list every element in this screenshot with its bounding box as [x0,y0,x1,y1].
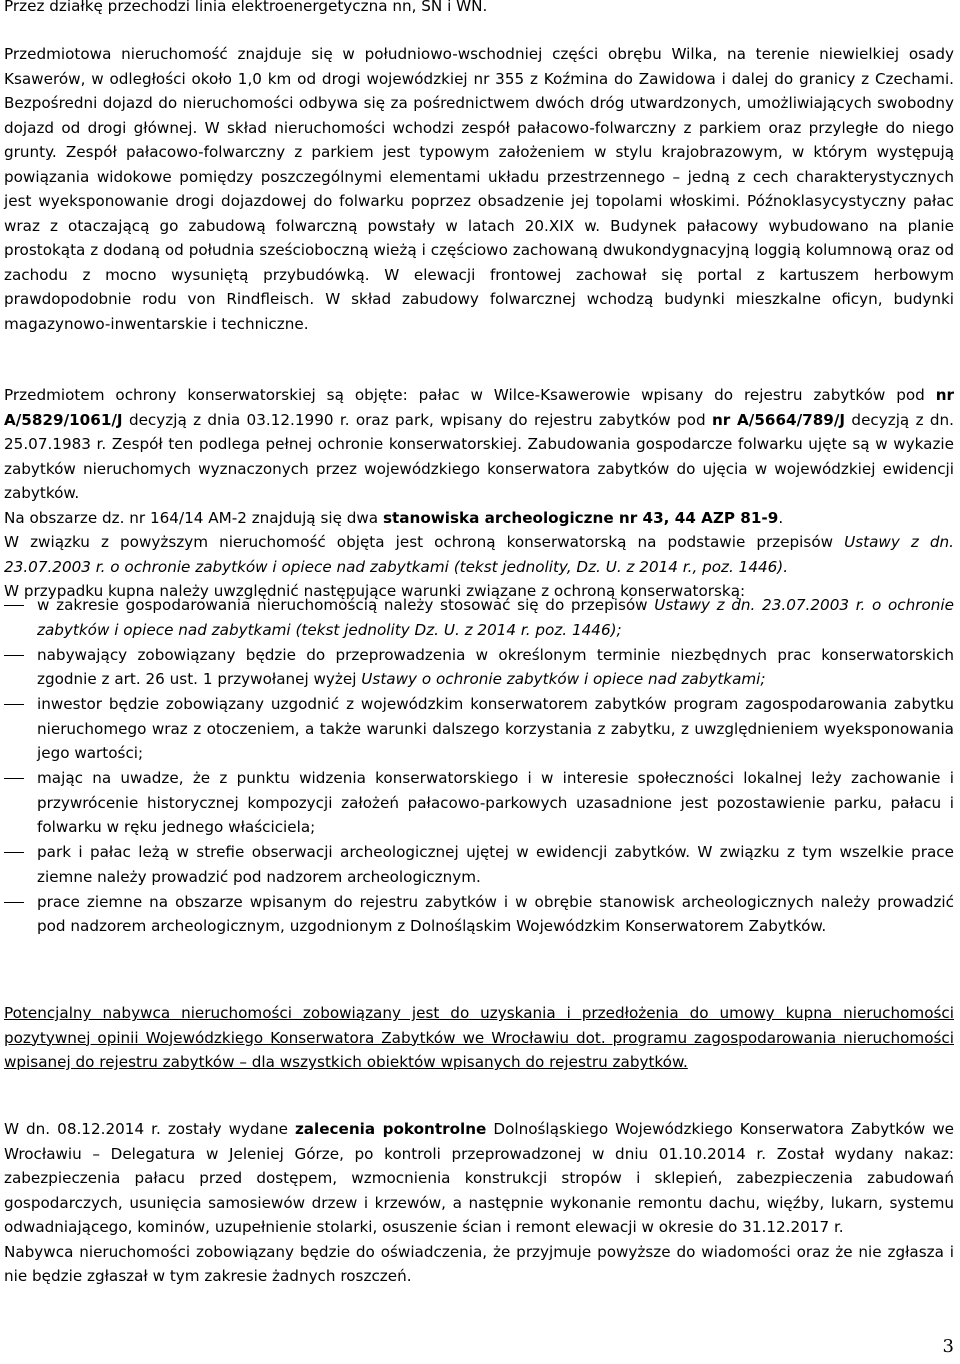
recommendation-bold: zalecenia pokontrolne [294,1120,487,1138]
period: . [778,508,784,527]
conditions-intro: W przypadku kupna należy uwzględnić następujące warunki związane z ochroną konserwatorską: [4,582,746,600]
list-item [4,890,954,939]
register-number-palace: nr A/5829/1061/J [4,386,954,429]
register-number-park: nr A/5664/789/J [711,410,846,429]
ensemble-text: Zespół pałacowo-folwarczny z parkiem jest typowym założeniem w stylu krajobrazowym, w którym występują powiązania widokowe pomiędzy poszczególnymi elementami układu przestrzennego – jedną z cech charakterystycznych jest wyeksponowanie drogi dojazdowej do folwarku poprzez obsadzenie jej topolami włoskimi. [4,143,955,210]
location-text: Przedmiotowa nieruchomość znajduje się w południowo-wschodniej części obrębu Wilka, na terenie niewielkiej osady Ksawerów, w odległości około 1,0 km od drogi wojewódzkiej nr 355 z Koźmina do Zawidowa i dalej do granicy z Czechami. [4,45,954,88]
archaeology-text: Na obszarze dz. nr 164/14 AM-2 znajdują się dwa [4,508,383,527]
list-item-text: nabywający zobowiązany będzie do przeprowadzenia w określonym terminie niezbędnych prac konserwatorskich zgodnie z art. 26 ust. 1 przywołanej wyżej [37,645,954,688]
list-item-text: w zakresie gospodarowania nieruchomością należy stosować się do przepisów [37,596,655,614]
list-item [4,840,954,889]
protection-text: Przedmiotem ochrony konserwatorskiej są objęte: pałac w Wilce-Ksawerowie wpisany do rejestru zabytków pod [4,386,936,404]
act-citation: Ustawy z dn. 23.07.2003 r. o ochronie zabytków i opiece nad zabytkami (tekst jednolity Dz. U. z 2014 r. poz. 1446); [37,596,954,639]
palace-building-text: Budynek pałacowy wybudowano na planie prostokąta z dodaną od południa sześcioboczną wieżą i częściowo zachowaną dwukondygnacyjną loggią kolumnową oraz od zachodu z mocno wysuniętą przybudówką. [4,216,954,284]
recommendation-text: Dolnośląskiego Wojewódzkiego Konserwatora Zabytków we Wrocławiu – Delegatura w Jeleniej Górze, po kontroli przeprowadzonej w dniu 01.10.2014 r. Został wydany nakaz: zabezpieczenia pałacu przed dostępem, wzmocnienia konstrukcji stropów i sklepień, zabezpieczenia zabudowań gospodarczych, usunięcia samosiewów drzew i krzewów, a następnie wykonanie remontu dachu, więźby, lukarn, systemu odwadniającego, kominów, uzupełnienie stolarki, osuszenie ścian i remont elewacji w okresie do 31.12.2017 r. [4,1120,955,1236]
act-citation: Ustawy z dn. 23.07.2003 r. o ochronie zabytków i opiece nad zabytkami (tekst jednolity, Dz. U. z 2014 r., poz. 1446). [4,533,955,576]
page-number: 3 [942,1336,954,1357]
portal-text: W elewacji frontowej zachował się portal z kartuszem herbowym prawdopodobnie rodu von Rindfleisch. [4,265,954,308]
list-item [4,643,954,692]
list-item [4,766,954,840]
list-item-text: mając na uwadze, że z punktu widzenia konserwatorskiego i w interesie społeczności lokalnej leży zachowanie i przywrócenie historycznej kompozycji założeń pałacowo-parkowych uzasadnione jest pozostawienie parku, pałacu i folwarku w ręku jednego właściciela; [37,769,954,836]
archaeology-sites: stanowiska archeologiczne nr 43, 44 AZP 81-9 [382,508,779,527]
recommendation-text: W dn. 08.12.2014 r. zostały wydane [4,1120,295,1138]
power-line-note: Przez działkę przechodzi linia elektroenergetyczna nn, SN i WN. [4,0,488,15]
farm-buildings-text: W skład zabudowy folwarcznej wchodzą budynki mieszkalne oficyn, budynki magazynowo-inwentarskie i techniczne. [4,290,955,333]
protection-text: decyzją z dnia 03.12.1990 r. oraz park, wpisany do rejestru zabytków pod [122,410,712,429]
buyer-obligation-paragraph: Potencjalny nabywca nieruchomości zobowiązany jest do uzyskania i przedłożenia do umowy kupna nieruchomości pozytywnej opinii Wojewódzkiego Konserwatora Zabytków we Wrocławiu dot. programu zagospodarowania nieruchomości wpisanej do rejestru zabytków – dla wszystkich obiektów wpisanych do rejestru zabytków. [4,1004,954,1071]
list-item [4,692,954,766]
palace-date-text: Późnoklasycystyczny pałac wraz z otaczającą go zabudową folwarczną powstały w latach 20.XIX w. [4,192,955,235]
composition-text: W skład nieruchomości wchodzi zespół pałacowo-folwarczny z parkiem oraz przyległe do niego grunty. [4,118,955,161]
legal-basis-text: W związku z powyższym nieruchomość objęta jest ochroną konserwatorską na podstawie przepisów [4,533,845,551]
list-item-text: inwestor będzie zobowiązany uzgodnić z wojewódzkim konserwatorem zabytków program zagospodarowania zabytku nieruchomego wraz z otoczeniem, a także warunki dalszego korzystania z zabytku, z uwzględnieniem wyeksponowania jego wartości; [37,695,954,762]
list-item-text: park i pałac leżą w strefie obserwacji archeologicznej ujętej w ewidencji zabytków. W związku z tym wszelkie prace ziemne należy prowadzić pod nadzorem archeologicznym. [37,843,954,886]
list-item [4,593,954,642]
property-description-paragraph [4,42,954,336]
heritage-protection-paragraph [4,383,954,604]
act-citation: Ustawy o ochronie zabytków i opiece nad zabytkami; [361,670,766,688]
access-text: Bezpośredni dojazd do nieruchomości odbywa się za pośrednictwem dwóch dróg utwardzonych, umożliwiających swobodny dojazd od drogi głównej. [4,94,954,137]
conditions-list [4,593,954,939]
protection-text: decyzją z dn. 25.07.1983 r. Zespół ten podlega pełnej ochronie konserwatorskiej. Zabudowania gospodarcze folwarku ujęte są w wykazie zabytków nieruchomych wyznaczonych przez wojewódzkiego konserwatora zabytków do ujęcia w wojewódzkiej ewidencji zabytków. [4,410,955,502]
post-inspection-paragraph [4,1117,954,1289]
buyer-declaration-text: Nabywca nieruchomości zobowiązany będzie do oświadczenia, że przyjmuje powyższe do wiadomości oraz że nie zgłasza i nie będzie zgłaszał w tym zakresie żadnych roszczeń. [4,1242,954,1285]
list-item-text: prace ziemne na obszarze wpisanym do rejestru zabytków i w obrębie stanowisk archeologicznych należy prowadzić pod nadzorem archeologicznym, uzgodnionym z Dolnośląskim Wojewódzkim Konserwatorem Zabytków. [37,892,954,935]
